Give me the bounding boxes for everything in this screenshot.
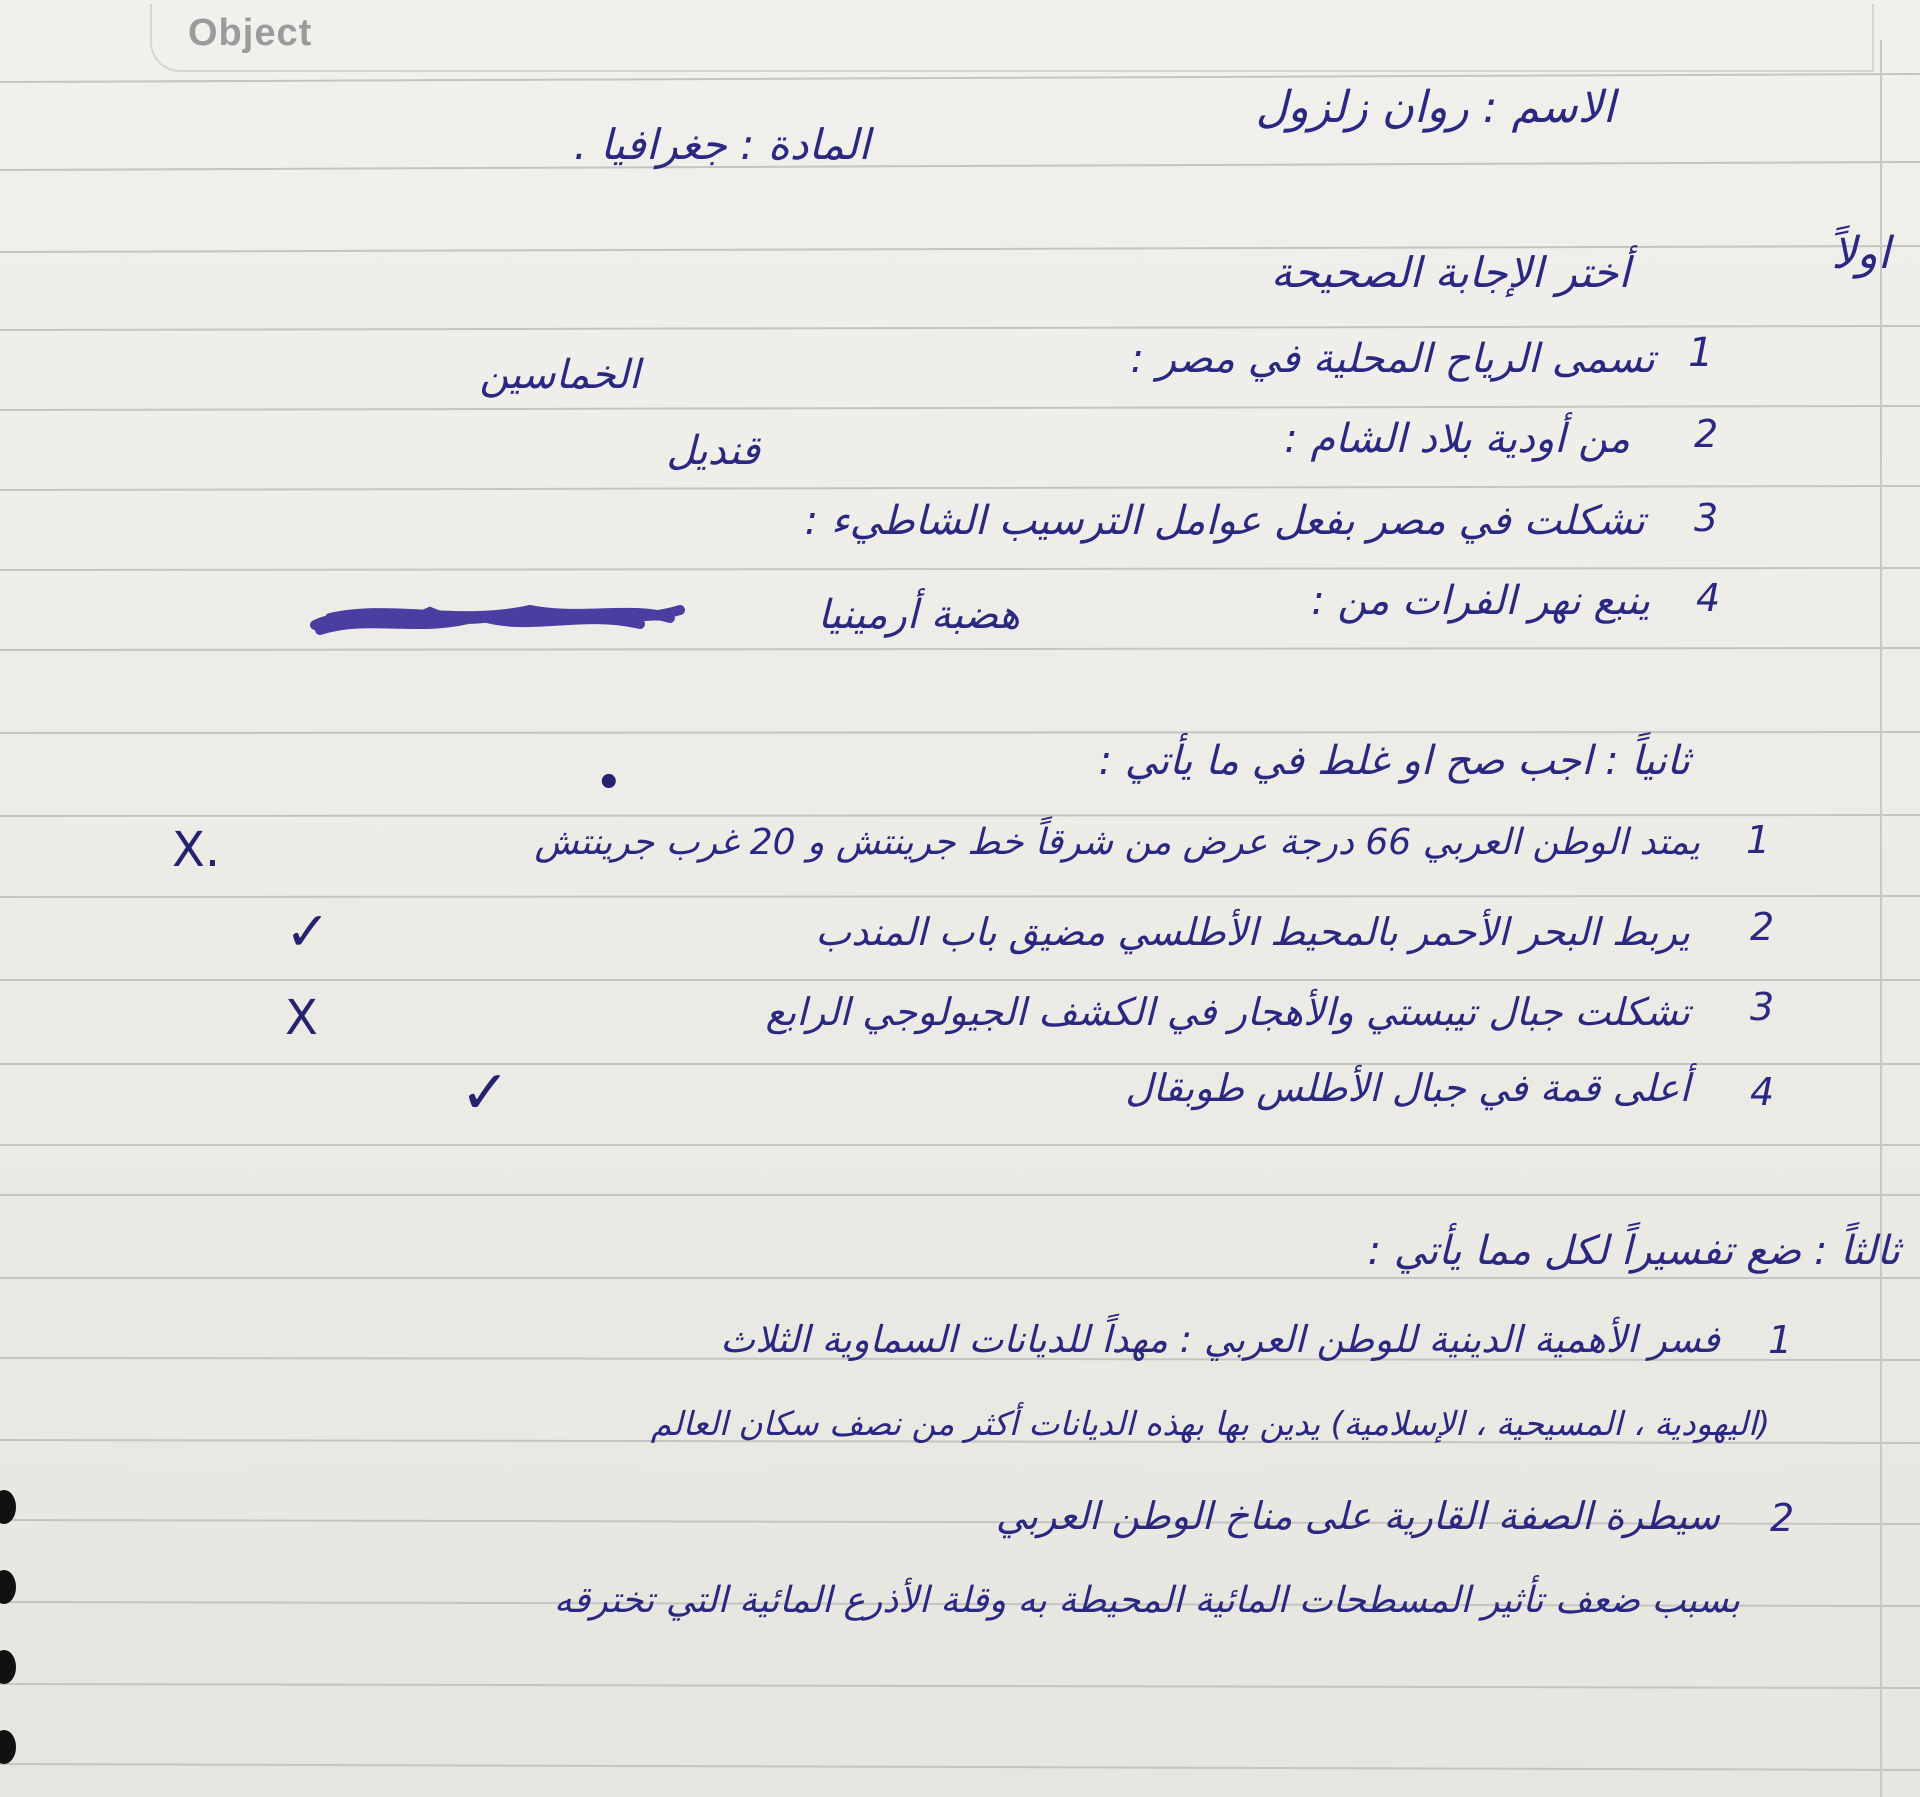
s2-item-text: يمتد الوطن العربي 66 درجة عرض من شرقاً خط جرينتش و 20 غرب جرينتش bbox=[534, 822, 1700, 863]
s3-item-line: (اليهودية ، المسيحية ، الإسلامية) يدين بها بهذه الديانات أكثر من نصف سكان العالم bbox=[650, 1404, 1770, 1443]
student-name: الاسم : روان زلزول bbox=[1255, 82, 1615, 133]
s3-item-line: بسبب ضعف تأثير المسطحات المائية المحيطة به وقلة الأذرع المائية التي تخترقه bbox=[553, 1580, 1740, 1621]
s2-item-number: 3 bbox=[1750, 985, 1775, 1029]
binder-hole bbox=[0, 1570, 16, 1604]
s2-item-number: 2 bbox=[1750, 905, 1775, 949]
s1-item-answer: هضبة أرمينيا bbox=[817, 592, 1020, 638]
section2-instruction: ثانياً : اجب صح او غلط في ما يأتي : bbox=[1098, 738, 1690, 784]
wrong-mark: X. bbox=[172, 822, 221, 878]
s1-item-number: 3 bbox=[1694, 496, 1719, 540]
correct-mark: ✓ bbox=[285, 900, 331, 963]
binder-hole bbox=[0, 1730, 16, 1764]
s3-item-number: 1 bbox=[1768, 1318, 1793, 1362]
s2-item-number: 1 bbox=[1746, 818, 1771, 862]
subject-line: المادة : جغرافيا . bbox=[573, 120, 870, 169]
scribble-crossout bbox=[310, 590, 690, 640]
section1-label: اولاً bbox=[1831, 228, 1890, 279]
s1-item-question: من أودية بلاد الشام : bbox=[1284, 416, 1630, 462]
s1-item-answer: قنديل bbox=[666, 428, 760, 474]
s2-item-text: تشكلت جبال تيبستي والأهجار في الكشف الجيولوجي الرابع bbox=[765, 990, 1690, 1034]
s1-item-question: تشكلت في مصر بفعل عوامل الترسيب الشاطيء : bbox=[804, 498, 1645, 544]
s3-item-number: 2 bbox=[1770, 1496, 1795, 1540]
s1-item-number: 1 bbox=[1688, 330, 1714, 376]
s3-item-line: سيطرة الصفة القارية على مناخ الوطن العربي bbox=[995, 1494, 1720, 1538]
s2-item-text: يربط البحر الأحمر بالمحيط الأطلسي مضيق باب المندب bbox=[815, 910, 1690, 954]
wrong-mark: X bbox=[285, 990, 318, 1046]
binder-hole bbox=[0, 1490, 16, 1524]
s1-item-number: 2 bbox=[1694, 412, 1719, 456]
correct-mark: ✓ bbox=[460, 1058, 511, 1128]
s1-item-number: 4 bbox=[1696, 576, 1721, 620]
section3-instruction: ثالثاً : ضع تفسيراً لكل مما يأتي : bbox=[1367, 1228, 1900, 1274]
s1-item-question: تسمى الرياح المحلية في مصر : bbox=[1130, 336, 1655, 382]
dot-mark: • bbox=[596, 760, 622, 806]
s2-item-text: أعلى قمة في جبال الأطلس طوبقال bbox=[1125, 1066, 1690, 1110]
s1-item-question: ينبع نهر الفرات من : bbox=[1311, 578, 1650, 624]
s2-item-number: 4 bbox=[1750, 1070, 1775, 1114]
header-tab bbox=[150, 4, 1874, 72]
section1-instruction: أختر الإجابة الصحيحة bbox=[1270, 248, 1630, 297]
binder-hole bbox=[0, 1650, 16, 1684]
margin-line bbox=[1880, 40, 1882, 1797]
object-label: Object bbox=[188, 12, 313, 54]
s3-item-line: فسر الأهمية الدينية للوطن العربي : مهداً للديانات السماوية الثلاث bbox=[720, 1318, 1720, 1361]
binder-holes bbox=[0, 1480, 20, 1797]
s1-item-answer: الخماسين bbox=[479, 352, 640, 398]
